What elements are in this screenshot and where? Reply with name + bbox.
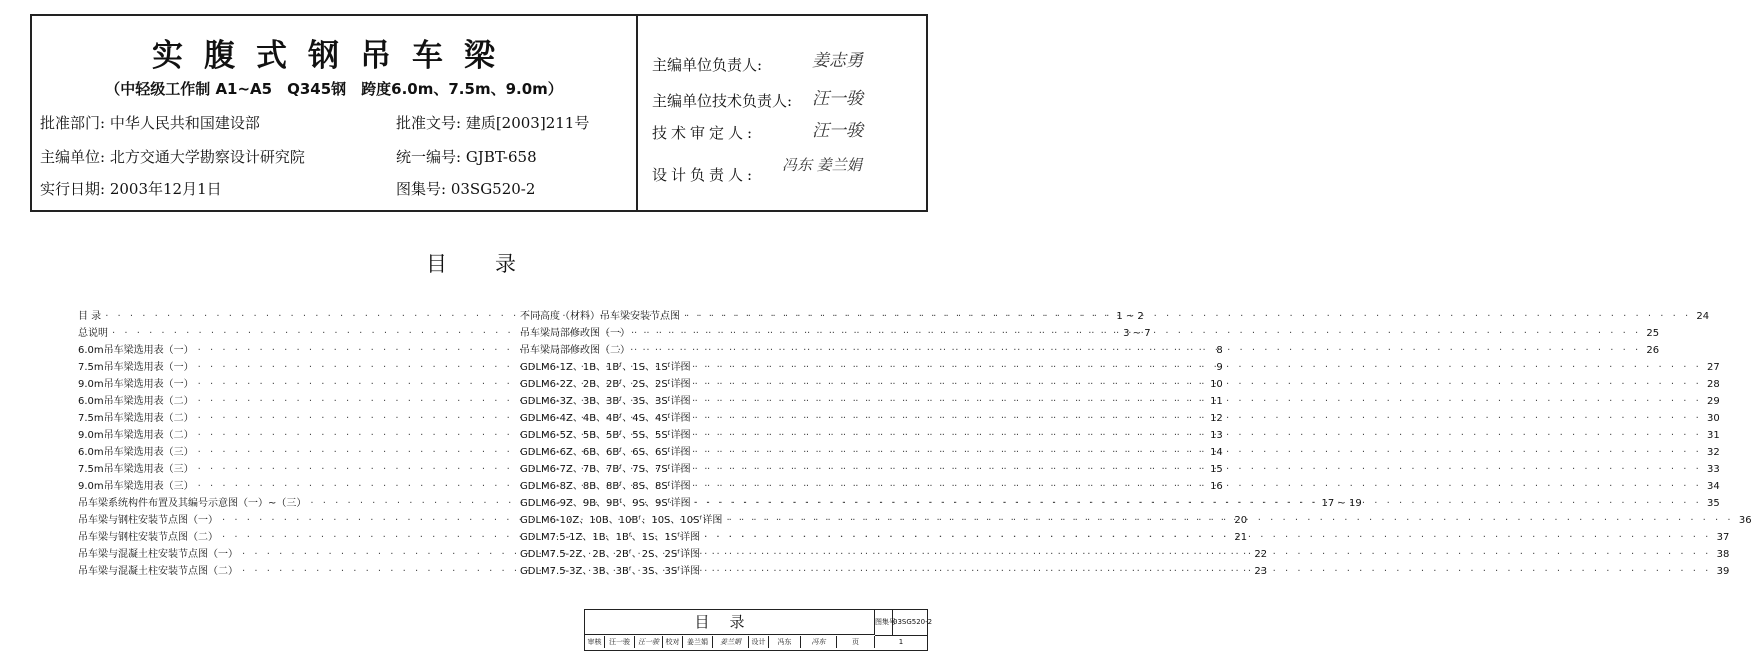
check-name: 姜兰娟 [683,636,713,648]
toc-entry-title: 目 录 [78,311,102,322]
toc-entry-title: GDLM7.5-3Z、3B、3Bᶠ、3S、3Sᶠ详图 [520,566,701,577]
toc-entry-page: 34 [1707,481,1720,492]
toc-entry-page: 13 [1210,430,1223,441]
toc-entry-title: 吊车梁与混凝土柱安装节点图（一） [78,549,238,560]
toc-entry-page: 14 [1210,447,1223,458]
signature-row-tech [652,90,792,111]
signature-row-design [652,164,756,185]
toc-entry-title: GDLM6-10Z、10B、10Bᶠ、10S、10Sᶠ详图 [520,515,723,526]
toc-entry-page: 16 [1210,481,1223,492]
toc-entry-title: 7.5m吊车梁选用表（二） [78,413,194,424]
toc-entry-title: 6.0m吊车梁选用表（二） [78,396,194,407]
toc-entry-title: GDLM7.5-2Z、2B、2Bᶠ、2S、2Sᶠ详图 [520,549,701,560]
unified-number-label: 统一编号: [396,148,466,166]
signature-role: 主编单位技术负责人: [652,92,793,110]
toc-entry-page: 8 [1216,345,1223,356]
toc-entry-title: GDLM6-2Z、2B、2Bᶠ、2S、2Sᶠ详图 [520,379,691,390]
toc-entry-title: 不同高度（材料）吊车梁安装节点图 [520,311,680,322]
review-name: 汪一骏 [605,636,635,648]
toc-leader-dots [726,515,1733,526]
toc-entry-page: 10 [1210,379,1223,390]
toc-entry-title: 9.0m吊车梁选用表（二） [78,430,194,441]
signature-role: 设计负责人: [652,166,757,184]
toc-entry-title: 吊车梁局部修改图（一） [520,328,630,339]
approval-doc-label: 批准文号: [396,114,466,132]
signature-row-chief [652,54,762,75]
toc-entry-page: 22 [1254,549,1268,560]
atlas-value: 03SG520-2 [893,618,933,626]
title-block-title: 目录 [585,610,875,635]
toc-leader-dots [695,396,1702,407]
page-number: 1 [898,638,904,646]
toc-heading: 目录 [426,252,564,276]
title-block [584,609,933,651]
toc-leader-dots [695,430,1702,441]
toc-entry-page: 12 [1210,413,1223,424]
toc-entry-page: 25 [1646,328,1660,339]
signature-review: 汪一骏 [812,121,863,141]
toc-entry-title: GDLM6-9Z、9B、9Bᶠ、9S、9Sᶠ详图 [520,498,691,509]
atlas-label: 图集号 [875,610,893,635]
header-frame [30,14,928,212]
toc-entry-title: 总说明 [78,328,108,339]
toc-leader-dots [695,498,1702,509]
toc-leader-dots [695,362,1702,373]
approval-doc-value: 建质[2003]211号 [465,114,590,132]
toc-leader-dots [684,311,1691,322]
toc-entry-title: GDLM6-5Z、5B、5Bᶠ、5S、5Sᶠ详图 [520,430,691,441]
toc-leader-dots [704,549,1711,560]
toc-entry-page: 21 [1234,532,1248,543]
toc-entry-page: 35 [1707,498,1720,509]
toc-entry-page: 30 [1707,413,1720,424]
toc-entry-title: 吊车梁与钢柱安装节点图（一） [78,515,218,526]
atlas-number-label: 图集号: [396,180,451,198]
approval-dept [40,112,260,133]
toc-leader-dots [634,345,1641,356]
check-signature: 姜兰娟 [713,636,749,648]
approval-dept-label: 批准部门: [40,114,110,132]
toc-entry-page: 11 [1210,396,1223,407]
unified-number [396,146,537,167]
toc-leader-dots [695,481,1702,492]
toc-entry-page: 33 [1707,464,1720,475]
signature-design: 冯东 姜兰娟 [782,156,862,174]
signature-row-review [652,122,756,143]
toc-entry-title: 吊车梁局部修改图（二） [520,345,630,356]
toc-entry-page: 28 [1707,379,1720,390]
toc-entry-title: 9.0m吊车梁选用表（三） [78,481,194,492]
toc-entry-title: 7.5m吊车梁选用表（三） [78,464,194,475]
toc-entry-page: 17 ~ 19 [1321,498,1362,509]
effective-date-value: 2003年12月1日 [109,180,222,198]
toc-entry-title: 吊车梁与钢柱安装节点图（二） [78,532,218,543]
toc-entry-page: 15 [1210,464,1223,475]
toc-entry-title: 吊车梁与混凝土柱安装节点图（二） [78,566,238,577]
atlas-number-value: 03SG520-2 [450,180,536,198]
design-label: 设计 [749,636,769,648]
toc-entry-page: 23 [1254,566,1268,577]
header-divider [636,16,638,210]
toc-entry-title: GDLM6-7Z、7B、7Bᶠ、7S、7Sᶠ详图 [520,464,691,475]
toc-entry-title: 6.0m吊车梁选用表（一） [78,345,194,356]
toc-entry-title: GDLM6-6Z、6B、6Bᶠ、6S、6Sᶠ详图 [520,447,691,458]
toc-entry-page: 36 [1738,515,1752,526]
toc-leader-dots [634,328,1641,339]
toc-entry-page: 37 [1716,532,1730,543]
toc-leader-dots [704,532,1711,543]
page-label: 页 [837,636,875,648]
toc-leader-dots [695,447,1702,458]
toc-entry-title: GDLM7.5-1Z、1B、1Bᶠ、1S、1Sᶠ详图 [520,532,701,543]
chief-unit-value: 北方交通大学勘察设计研究院 [109,148,305,166]
toc-entry-page: 1 ~ 2 [1116,311,1144,322]
toc-entry-title: GDLM6-4Z、4B、4Bᶠ、4S、4Sᶠ详图 [520,413,691,424]
effective-date [40,178,222,199]
toc-leader-dots [695,379,1702,390]
review-label: 审核 [585,636,605,648]
toc-entry-title: GDLM6-3Z、3B、3Bᶠ、3S、3Sᶠ详图 [520,396,691,407]
toc-entry-page: 39 [1716,566,1730,577]
toc-entry-page: 3 ~ 7 [1123,328,1151,339]
page-title: 实腹式钢吊车梁 [152,38,516,74]
signature-chief: 姜志勇 [812,51,863,71]
chief-unit-label: 主编单位: [40,148,110,166]
unified-number-value: GJBT-658 [465,148,537,166]
toc-entry-title: 9.0m吊车梁选用表（一） [78,379,194,390]
toc-entry-title: GDLM6-1Z、1B、1Bᶠ、1S、1Sᶠ详图 [520,362,691,373]
design-name: 冯东 [769,636,801,648]
toc-entry-title: 7.5m吊车梁选用表（一） [78,362,194,373]
approval-dept-value: 中华人民共和国建设部 [109,114,260,132]
atlas-number [396,178,535,199]
toc-entry-page: 32 [1707,447,1720,458]
review-signature: 汪一骏 [635,636,663,648]
toc-leader-dots [695,464,1702,475]
signature-role: 技术审定人: [652,124,757,142]
toc-entry-page: 24 [1696,311,1710,322]
signature-role: 主编单位负责人: [652,56,763,74]
toc-leader-dots [695,413,1702,424]
check-label: 校对 [663,636,683,648]
page-subtitle: （中轻级工作制 A1~A5 Q345钢 跨度6.0m、7.5m、9.0m） [105,80,563,98]
toc-entry [520,358,1720,375]
approval-doc [396,112,589,133]
toc-entry-page: 29 [1707,396,1720,407]
chief-unit [40,146,305,167]
toc-entry-page: 38 [1716,549,1730,560]
toc-entry-page: 27 [1707,362,1720,373]
signature-tech: 汪一骏 [812,89,863,109]
toc-entry-title: GDLM6-8Z、8B、8Bᶠ、8S、8Sᶠ详图 [520,481,691,492]
toc-entry-page: 9 [1216,362,1223,373]
toc-entry-title: 吊车梁系统构件布置及其编号示意图（一）~（三） [78,498,307,509]
toc-entry [520,341,1660,358]
toc-entry-page: 20 [1234,515,1248,526]
toc-entry-page: 26 [1646,345,1660,356]
effective-date-label: 实行日期: [40,180,110,198]
toc-entry-title: 6.0m吊车梁选用表（三） [78,447,194,458]
design-signature: 冯东 [801,636,837,648]
toc-entry-page: 31 [1707,430,1720,441]
toc-leader-dots [704,566,1711,577]
